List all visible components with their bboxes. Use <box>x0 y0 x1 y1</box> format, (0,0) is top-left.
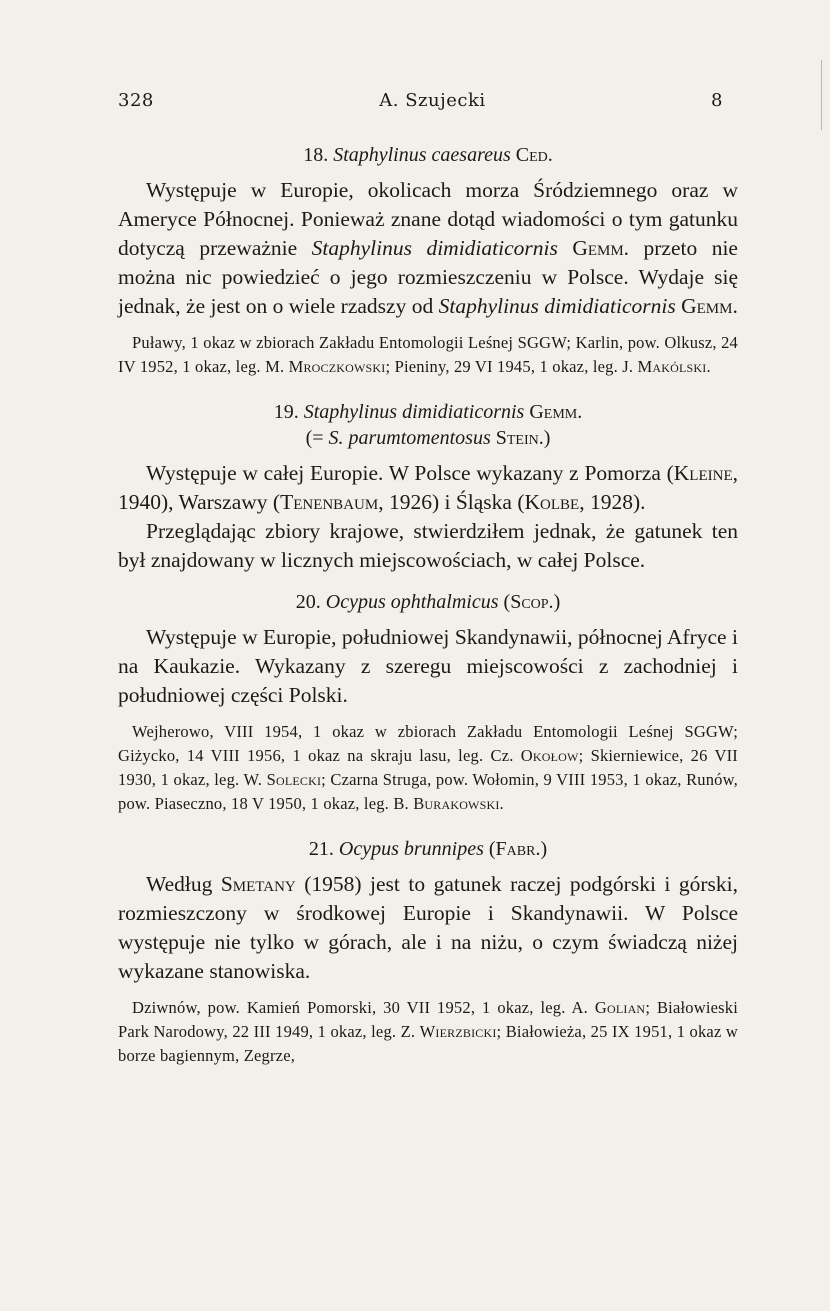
species-epithet: dimidiaticornis <box>402 401 525 423</box>
species-heading-19 <box>118 399 738 451</box>
bracket: ) <box>543 427 551 449</box>
species-epithet: caesareus <box>431 144 511 166</box>
bracket: ) <box>553 591 561 613</box>
collector-name: Mroczkowski <box>288 357 386 376</box>
text-run: Wejherowo, VIII 1954, 1 okaz w zbiorach Zakładu Entomologii Leśnej SGGW; Giżycko, 14 VIII 1956, 1 okaz na skraju lasu, leg. Cz. <box>118 722 738 765</box>
species-19-remark: Przeglądając zbiory krajowe, stwierdziłem jednak, że gatunek ten był znajdowany w licznych miejscowościach, w całej Polsce. <box>118 519 738 572</box>
text-run: ; Białowieski Park Narodowy, 22 III 1949, 1 okaz, leg. Z. <box>118 998 738 1041</box>
running-title: A. Szujecki <box>379 90 486 111</box>
species-genus: Staphylinus <box>333 144 427 166</box>
species-author-wrap <box>504 591 561 613</box>
text-run: przeto nie można nic powiedzieć o jego rozmieszczeniu w Polsce. Wydaje się jednak, że jest on o wiele rzadszy od <box>118 236 738 318</box>
page-number: 328 <box>118 90 154 111</box>
species-21-description <box>118 870 738 986</box>
cited-author: Tenenbaum <box>280 490 379 514</box>
species-number: 18. <box>303 144 329 166</box>
text-run: ; Pieniny, 29 VI 1945, 1 okaz, leg. J. <box>385 357 638 376</box>
text-run: . <box>706 357 711 376</box>
text-run: , 1928). <box>579 490 646 514</box>
issue-number: 8 <box>711 90 723 111</box>
text-run: Według <box>146 872 221 896</box>
synonym-author: Stein. <box>495 427 544 449</box>
collector-name: Golian <box>594 998 646 1017</box>
cited-author: Smetany <box>220 872 296 896</box>
species-genus: Staphylinus <box>303 401 398 423</box>
synonym-line <box>118 425 738 451</box>
species-19-description <box>118 459 738 517</box>
species-author: Gemm. <box>529 401 583 423</box>
bracket: ( <box>488 838 496 860</box>
species-heading-18 <box>118 142 738 168</box>
text-run: Występuje w całej Europie. W Polsce wykazany z Pomorza ( <box>146 461 674 485</box>
synonym-epithet: parumtomentosus <box>348 427 491 449</box>
bracket: (= <box>305 427 329 449</box>
text-run: ; Czarna Struga, pow. Wołomin, 9 VIII 1953, 1 okaz, Runów, pow. Piaseczno, 18 V 1950, 1 okaz, leg. B. <box>118 770 738 813</box>
text-run: Puławy, 1 okaz w zbiorach Zakładu Entomologii Leśnej SGGW; Karlin, pow. Olkusz, 24 IV 1952, 1 okaz, leg. M. <box>118 333 738 376</box>
collector-name: Burakowski <box>413 794 500 813</box>
species-number: 21. <box>308 838 334 860</box>
species-author-wrap <box>489 838 547 860</box>
text-run: , 1926) i Śląska ( <box>378 490 525 514</box>
species-author: Ced. <box>515 144 553 166</box>
taxon-author: Gemm. <box>572 236 630 260</box>
text-run: ; Białowieża, 25 IX 1951, 1 okaz w borze bagiennym, Zegrze, <box>118 1022 738 1065</box>
species-20-records <box>118 720 738 816</box>
collector-name: Wierzbicki <box>419 1022 497 1041</box>
text-run: Dziwnów, pow. Kamień Pomorski, 30 VII 1952, 1 okaz, leg. A. <box>132 998 595 1017</box>
text-run: ; Skierniewice, 26 VII 1930, 1 okaz, leg. W. <box>118 746 738 789</box>
bracket: ) <box>540 838 548 860</box>
species-20-description: Występuje w Europie, południowej Skandynawii, północnej Afryce i na Kaukazie. Wykazany z szeregu miejscowości z zachodniej i południowej części Polski. <box>118 625 738 707</box>
collector-name: Okołow <box>520 746 579 765</box>
text-run: . <box>499 794 504 813</box>
species-epithet: brunnipes <box>403 838 484 860</box>
page-content <box>118 142 738 1068</box>
species-number: 19. <box>273 401 299 423</box>
bracket: ( <box>503 591 511 613</box>
species-name-line <box>118 399 738 425</box>
running-header <box>118 90 723 111</box>
species-18-records <box>118 331 738 379</box>
species-author: Fabr. <box>495 838 541 860</box>
collector-name: Makólski <box>637 357 707 376</box>
taxon-author: Gemm. <box>681 294 738 318</box>
species-author: Scop. <box>510 591 554 613</box>
species-epithet: ophthalmicus <box>390 591 499 613</box>
species-21-records <box>118 996 738 1068</box>
text-run: (1958) jest to gatunek raczej podgórski i górski, rozmieszczony w środkowej Europie i Skandynawii. W Polsce występuje nie tylko w górach, ale i na niżu, o czym świadczą niżej wykazane stanowiska. <box>118 872 738 983</box>
page-edge-mark <box>821 60 822 130</box>
cited-author: Kolbe <box>524 490 580 514</box>
taxon-name: Staphylinus dimidiaticornis <box>438 294 676 318</box>
collector-name: Solecki <box>266 770 322 789</box>
species-heading-20 <box>118 589 738 615</box>
text-run: Występuje w Europie, okolicach morza Śródziemnego oraz w Ameryce Północnej. Ponieważ znane dotąd wiadomości o tym gatunku dotyczą przeważnie <box>118 178 738 260</box>
species-genus: Ocypus <box>325 591 386 613</box>
synonym-genus: S. <box>328 427 344 449</box>
species-genus: Ocypus <box>338 838 399 860</box>
species-number: 20. <box>295 591 321 613</box>
species-18-description <box>118 176 738 321</box>
text-run: , 1940), Warszawy ( <box>118 461 738 514</box>
cited-author: Kleine <box>673 461 733 485</box>
taxon-name: Staphylinus dimidiaticornis <box>311 236 558 260</box>
species-heading-21 <box>118 836 738 862</box>
